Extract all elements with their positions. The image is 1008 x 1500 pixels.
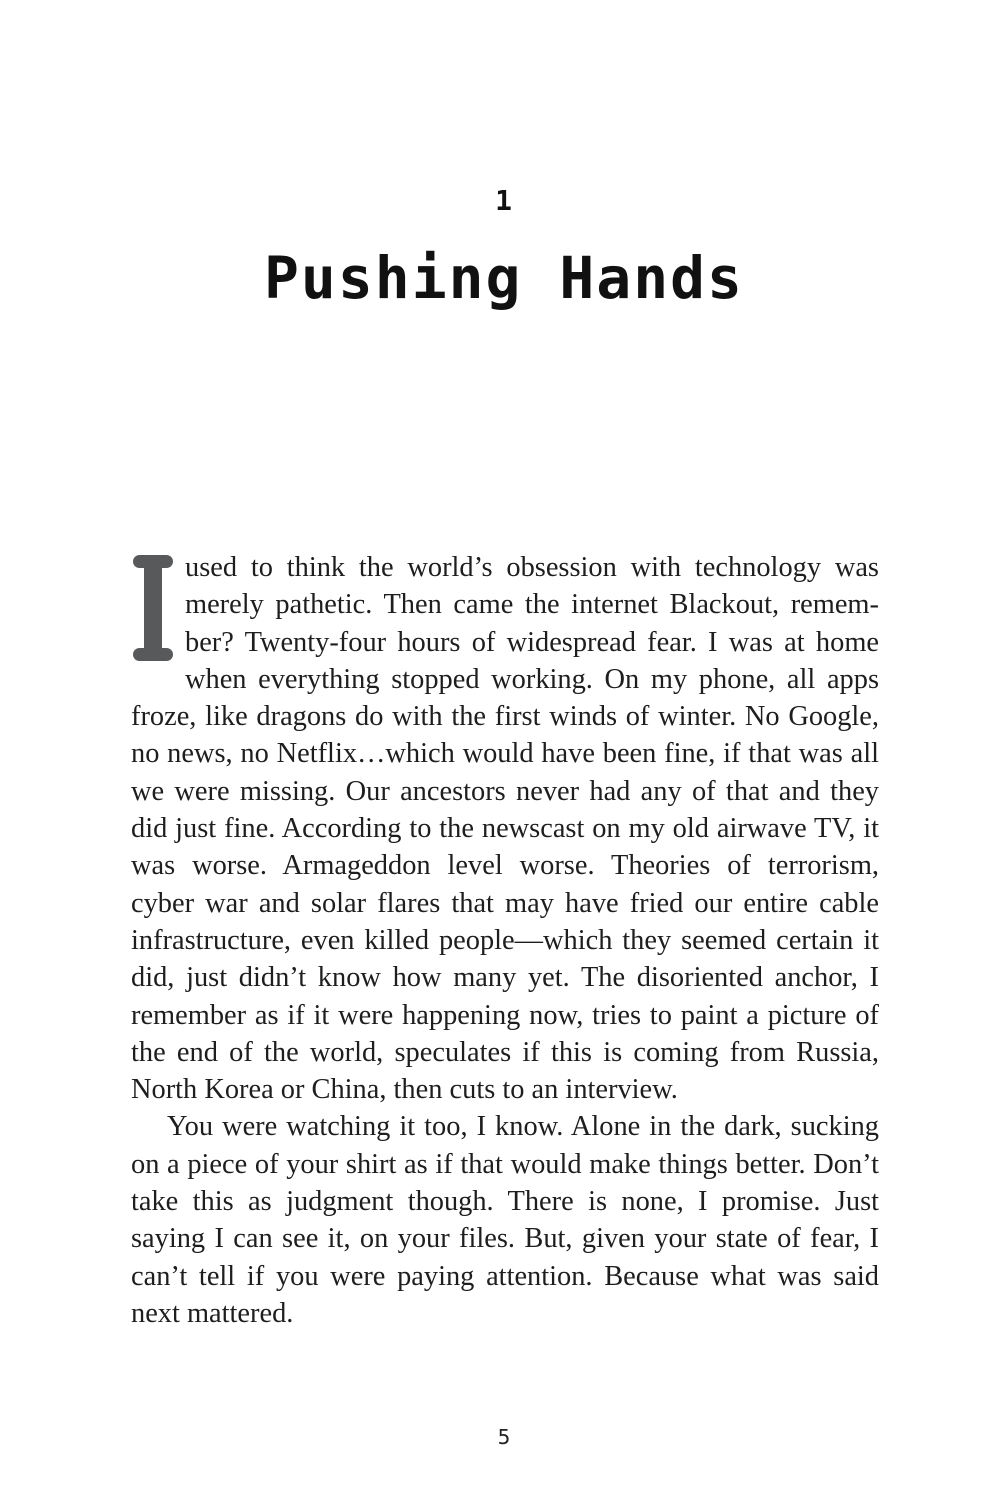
page-number: 5 — [497, 1425, 511, 1449]
drop-cap-serif-bottom — [133, 648, 173, 661]
chapter-title: Pushing Hands — [264, 244, 744, 312]
paragraph-2: You were watching it too, I know. Alone in the dark, sucking on a piece of your shirt as if that would make things better. Don’t take this as judgment though. There is none, I promise. Just saying I can see it, on your files. But, given your state of fear, I can’t tell if you were paying attention. Because what was said next mattered. — [131, 1111, 879, 1329]
drop-cap-stem — [144, 561, 162, 655]
drop-cap — [131, 555, 177, 661]
chapter-body — [131, 549, 879, 1332]
paragraph-1-text: used to think the world’s obsession with technology was merely pathetic. Then came the internet Blackout, remember? Twenty-four hours of widespread fear. I was at home when everything stopped working. On my phone, all apps froze, like dragons do with the first winds of winter. No Google, no news, no Netflix…which would have been fine, if that was all we were missing. Our ancestors never had any of that and they did just fine. According to the newscast on my old airwave TV, it was worse. Armageddon level worse. Theories of terrorism, cyber war and solar flares that may have fried our entire cable infrastructure, even killed people—which they seemed certain it did, just didn’t know how many yet. The disoriented anchor, I remember as if it were happening now, tries to paint a picture of the end of the world, speculates if this is coming from Russia, North Korea or China, then cuts to an interview. — [131, 552, 879, 1106]
paragraph-1 — [131, 549, 879, 1108]
chapter-number: 1 — [495, 184, 513, 217]
